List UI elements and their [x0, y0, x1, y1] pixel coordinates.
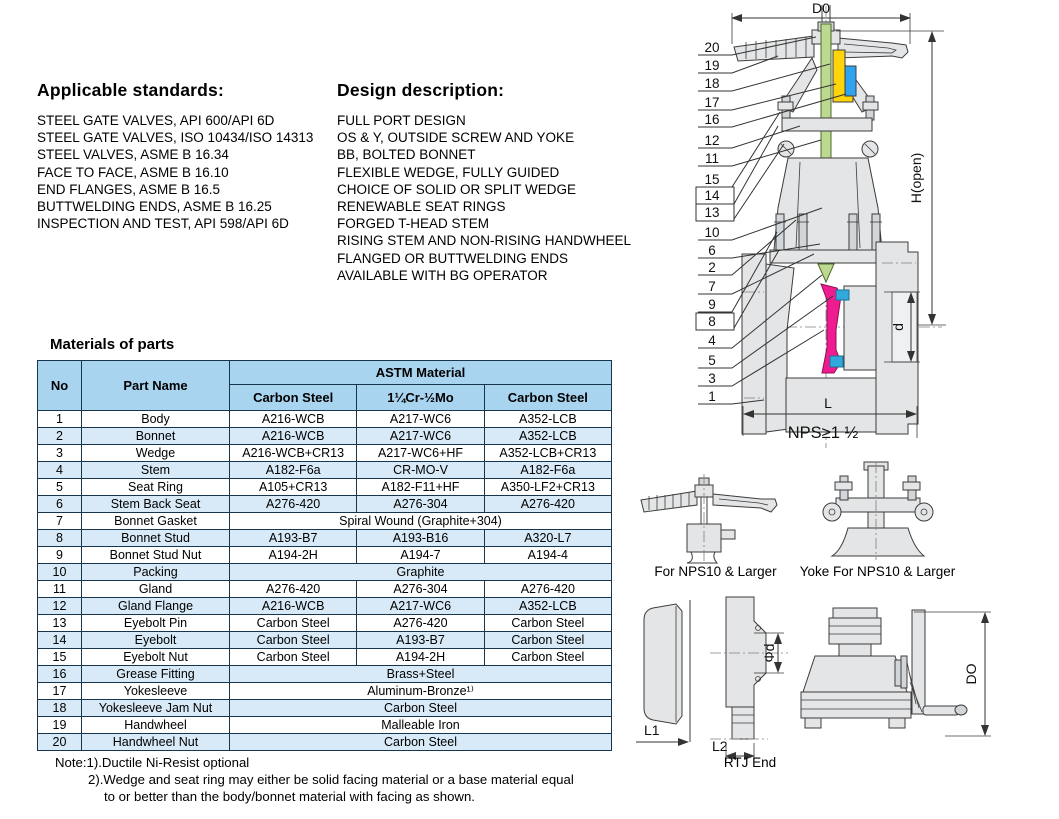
cell-part-name: Seat Ring [82, 479, 230, 496]
cell-material: A276-420 [230, 496, 357, 513]
table-row [38, 649, 612, 666]
design-line: OS & Y, OUTSIDE SCREW AND YOKE [337, 130, 575, 146]
design-section [337, 80, 647, 284]
cell-part-name: Eyebolt Nut [82, 649, 230, 666]
table-row [38, 496, 612, 513]
svg-text:11: 11 [704, 151, 720, 166]
table-row [38, 411, 612, 428]
bushing [845, 66, 856, 96]
cell-material: A217-WC6 [357, 428, 484, 445]
bonnet [770, 158, 886, 263]
cell-material: A217-WC6 [357, 411, 484, 428]
cell-material-span: Aluminum-Bronze¹⁾ [230, 683, 612, 700]
cell-material-span: Malleable Iron [230, 717, 612, 734]
std-line: INSPECTION AND TEST, API 598/API 6D [37, 216, 289, 232]
design-line: RISING STEM AND NON-RISING HANDWHEEL [337, 233, 632, 249]
cell-material-span: Graphite [230, 564, 612, 581]
materials-table-body [38, 411, 612, 751]
cell-material: A193-B16 [357, 530, 484, 547]
rtj-caption: RTJ End [723, 755, 777, 770]
cell-material: A194-2H [230, 547, 357, 564]
svg-text:7: 7 [708, 279, 716, 294]
svg-text:14: 14 [704, 188, 720, 203]
table-row [38, 598, 612, 615]
design-line: AVAILABLE WITH BG OPERATOR [337, 267, 548, 283]
cell-material: A105+CR13 [230, 479, 357, 496]
svg-text:3: 3 [708, 371, 716, 386]
dim-label-l: L [824, 395, 832, 411]
left-flange [742, 254, 766, 434]
rtj-end-figure [708, 593, 793, 768]
cell-material: Carbon Steel [230, 649, 357, 666]
cell-material: A217-WC6 [357, 598, 484, 615]
cell-part-name: Stem [82, 462, 230, 479]
standards-title: Applicable standards: [37, 80, 225, 100]
materials-table [37, 360, 612, 751]
standards-section [37, 80, 332, 232]
cell-part-name: Handwheel [82, 717, 230, 734]
svg-text:5: 5 [708, 353, 716, 368]
design-line: FLANGED OR BUTTWELDING ENDS [337, 250, 569, 266]
cell-part-name: Handwheel Nut [82, 734, 230, 751]
cell-part-name: Gland Flange [82, 598, 230, 615]
cell-material: A182-F6a [484, 462, 611, 479]
design-line: CHOICE OF SOLID OR SPLIT WEDGE [337, 181, 577, 197]
cell-material: Carbon Steel [484, 615, 611, 632]
cell-no: 3 [38, 445, 82, 462]
svg-text:2: 2 [708, 260, 716, 275]
cell-part-name: Yokesleeve Jam Nut [82, 700, 230, 717]
bonnet-gasket-joint [770, 250, 886, 263]
cell-no: 15 [38, 649, 82, 666]
design-line: RENEWABLE SEAT RINGS [337, 199, 506, 215]
cell-material: A276-420 [357, 615, 484, 632]
col-header-cr-mo: 1¼Cr-½Mo [357, 385, 484, 411]
table-row [38, 428, 612, 445]
svg-text:9: 9 [708, 297, 716, 312]
svg-text:18: 18 [704, 76, 720, 91]
cell-material: A217-WC6+HF [357, 445, 484, 462]
svg-text:10: 10 [704, 225, 720, 240]
design-line: BB, BOLTED BONNET [337, 147, 476, 163]
table-row [38, 547, 612, 564]
nps10-handwheel-figure [635, 472, 795, 564]
col-header-no: No [38, 361, 82, 411]
cell-no: 5 [38, 479, 82, 496]
col-header-carbon-steel-1: Carbon Steel [230, 385, 357, 411]
col-header-part: Part Name [82, 361, 230, 411]
cell-no: 4 [38, 462, 82, 479]
svg-text:15: 15 [704, 172, 720, 187]
std-line: FACE TO FACE, ASME B 16.10 [37, 164, 229, 180]
dim-label-d: d [890, 323, 906, 331]
gate-valve-drawing [630, 0, 1059, 460]
cell-material: A276-420 [230, 581, 357, 598]
design-line: FULL PORT DESIGN [337, 113, 466, 128]
cell-material: A216-WCB [230, 428, 357, 445]
svg-text:12: 12 [704, 133, 720, 148]
design-title: Design description: [337, 80, 505, 100]
col-header-carbon-steel-2: Carbon Steel [484, 385, 611, 411]
cell-material-span: Carbon Steel [230, 734, 612, 751]
gear-operator-figure [795, 600, 1020, 775]
table-row [38, 581, 612, 598]
svg-text:19: 19 [704, 58, 720, 73]
cell-material: Carbon Steel [484, 632, 611, 649]
cell-part-name: Packing [82, 564, 230, 581]
cell-part-name: Stem Back Seat [82, 496, 230, 513]
materials-title: Materials of parts [50, 336, 175, 353]
cell-material: A194-4 [484, 547, 611, 564]
yoke-caption: Yoke For NPS10 & Larger [799, 564, 956, 579]
note-line: 2).Wedge and seat ring may either be solid facing material or a base material equal [88, 772, 574, 787]
cell-material: A276-420 [484, 496, 611, 513]
table-row [38, 445, 612, 462]
cell-material: Carbon Steel [484, 649, 611, 666]
cell-material: Carbon Steel [230, 632, 357, 649]
cell-material: A194-2H [357, 649, 484, 666]
cell-material: Carbon Steel [230, 615, 357, 632]
svg-text:17: 17 [704, 95, 720, 110]
cell-no: 8 [38, 530, 82, 547]
cell-material: A352-LCB [484, 598, 611, 615]
table-row [38, 513, 612, 530]
cell-no: 19 [38, 717, 82, 734]
table-row [38, 700, 612, 717]
gland-flange [782, 118, 872, 131]
svg-text:8: 8 [708, 314, 716, 329]
svg-text:6: 6 [708, 243, 716, 258]
dim-label-l2: L2 [712, 738, 728, 754]
yoke-nps10-figure [806, 462, 951, 562]
note-line: to or better than the body/bonnet material with facing as shown. [104, 789, 475, 804]
cell-material: A276-420 [484, 581, 611, 598]
cell-no: 6 [38, 496, 82, 513]
cell-no: 7 [38, 513, 82, 530]
cell-part-name: Bonnet [82, 428, 230, 445]
cell-no: 17 [38, 683, 82, 700]
table-row [38, 717, 612, 734]
cell-no: 11 [38, 581, 82, 598]
table-row [38, 564, 612, 581]
seat-ring-lower [830, 356, 843, 367]
cell-material: A352-LCB [484, 411, 611, 428]
dim-label-h-open: H(open) [908, 152, 924, 204]
std-line: STEEL GATE VALVES, ISO 10434/ISO 14313 [37, 130, 314, 146]
design-list [337, 112, 647, 284]
cell-part-name: Bonnet Gasket [82, 513, 230, 530]
std-line: END FLANGES, ASME B 16.5 [37, 181, 221, 197]
standards-list [37, 112, 332, 232]
table-row [38, 530, 612, 547]
cell-material: A276-304 [357, 496, 484, 513]
std-line: BUTTWELDING ENDS, ASME B 16.25 [37, 199, 272, 215]
table-row [38, 734, 612, 751]
cell-material: A193-B7 [230, 530, 357, 547]
svg-text:13: 13 [704, 205, 720, 220]
cell-material: A194-7 [357, 547, 484, 564]
cell-no: 13 [38, 615, 82, 632]
materials-table-head [38, 361, 612, 411]
cell-part-name: Eyebolt [82, 632, 230, 649]
cell-material-span: Spiral Wound (Graphite+304) [230, 513, 612, 530]
cell-material: A216-WCB [230, 598, 357, 615]
dim-label-l1: L1 [644, 722, 660, 738]
cell-part-name: Gland [82, 581, 230, 598]
table-row [38, 666, 612, 683]
table-row [38, 615, 612, 632]
cell-no: 20 [38, 734, 82, 751]
table-row [38, 479, 612, 496]
cell-material: A216-WCB [230, 411, 357, 428]
design-line: FLEXIBLE WEDGE, FULLY GUIDED [337, 164, 560, 180]
svg-text:20: 20 [704, 40, 720, 55]
cell-material: A350-LF2+CR13 [484, 479, 611, 496]
cell-part-name: Bonnet Stud Nut [82, 547, 230, 564]
cell-material: A182-F6a [230, 462, 357, 479]
svg-text:16: 16 [704, 112, 720, 127]
size-note: NPS≥1 ½ [787, 424, 859, 442]
note-line: Note:1).Ductile Ni-Resist optional [55, 755, 250, 770]
cell-material-span: Brass+Steel [230, 666, 612, 683]
dim-label-do: DO [963, 663, 979, 685]
cell-part-name: Body [82, 411, 230, 428]
table-row [38, 683, 612, 700]
cell-material: A216-WCB+CR13 [230, 445, 357, 462]
svg-text:1: 1 [708, 389, 716, 404]
cell-material: A182-F11+HF [357, 479, 484, 496]
cell-material-span: Carbon Steel [230, 700, 612, 717]
cell-material: A320-L7 [484, 530, 611, 547]
cell-part-name: Yokesleeve [82, 683, 230, 700]
col-header-astm: ASTM Material [230, 361, 612, 385]
cell-material: CR-MO-V [357, 462, 484, 479]
cell-material: A193-B7 [357, 632, 484, 649]
std-line: STEEL GATE VALVES, API 600/API 6D [37, 113, 275, 128]
cell-material: A352-LCB [484, 428, 611, 445]
table-row [38, 462, 612, 479]
cell-no: 2 [38, 428, 82, 445]
cell-no: 18 [38, 700, 82, 717]
cell-part-name: Eyebolt Pin [82, 615, 230, 632]
cell-no: 16 [38, 666, 82, 683]
dim-label-phi-d: Φd [761, 643, 777, 663]
std-line: STEEL VALVES, ASME B 16.34 [37, 147, 229, 163]
cell-material: A276-304 [357, 581, 484, 598]
cell-no: 1 [38, 411, 82, 428]
cell-no: 9 [38, 547, 82, 564]
cell-material: A352-LCB+CR13 [484, 445, 611, 462]
cell-part-name: Wedge [82, 445, 230, 462]
svg-text:4: 4 [708, 333, 716, 348]
seat-ring-upper [836, 290, 849, 300]
cell-no: 12 [38, 598, 82, 615]
cell-part-name: Bonnet Stud [82, 530, 230, 547]
table-row [38, 632, 612, 649]
cell-no: 14 [38, 632, 82, 649]
cell-part-name: Grease Fitting [82, 666, 230, 683]
dim-label-d0: D0 [812, 0, 830, 16]
nps10-caption: For NPS10 & Larger [654, 564, 777, 579]
design-line: FORGED T-HEAD STEM [337, 216, 490, 232]
weld-cap-figure [636, 600, 706, 755]
cell-no: 10 [38, 564, 82, 581]
